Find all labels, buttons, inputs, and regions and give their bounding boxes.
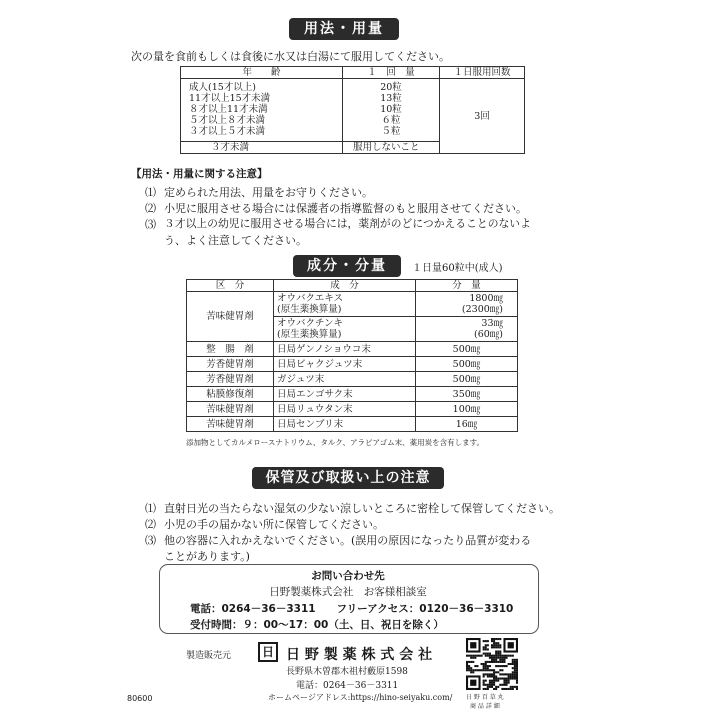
storage-item-1: 直射日光の当たらない湿気の少ない涼しいところに密栓して保管してください。 xyxy=(164,502,560,515)
dosage-age: 11才以上15才未満 xyxy=(189,93,271,104)
ing-header-amount: 分 量 xyxy=(416,280,518,292)
maker-tel: 電話：0264－36－3311 xyxy=(296,681,399,691)
qr-code-graphic xyxy=(466,638,518,690)
usage-note-2: 小児に服用させる場合には保護者の指導監督のもと服用させてください。 xyxy=(164,202,527,215)
qr-caption-1: 日 野 百 草 丸 xyxy=(466,694,504,701)
ing-amount-sub: (2300㎎) xyxy=(461,304,503,315)
qr-caption-2: 商 品 詳 細 xyxy=(470,703,500,710)
ing-amount: 350㎎ xyxy=(416,387,518,402)
ing-amount: 16㎎ xyxy=(416,417,518,432)
storage-item-1-num: ⑴ xyxy=(145,502,156,515)
ing-category: 整 腸 剤 xyxy=(187,342,274,357)
ing-amount-sub: (60㎎) xyxy=(473,329,503,340)
dosage-header-age: 年 齢 xyxy=(181,67,343,79)
ing-category: 苦味健胃剤 xyxy=(187,402,274,417)
ing-amount-main: 1800㎎ xyxy=(469,293,503,304)
dosage-age: ３才以上５才未満 xyxy=(189,126,266,137)
ing-category: 芳香健胃剤 xyxy=(187,372,274,387)
dosage-header-dose: １ 回 量 xyxy=(343,67,440,79)
usage-note-3: ３才以上の幼児に服用させる場合には，薬剤がのどにつかえることのないよ xyxy=(164,217,531,230)
dosage-amount: 13粒 xyxy=(380,93,402,104)
product-code: 80600 xyxy=(127,694,153,703)
usage-note-2-num: ⑵ xyxy=(145,202,156,215)
contact-hours: 受付時間：９：00～17：00（土、日、祝日を除く） xyxy=(190,619,444,631)
maker-name: 日 野 製 薬 株 式 会 社 xyxy=(286,647,433,663)
dosage-amount: ６粒 xyxy=(381,115,401,126)
ingredients-header: 成分・分量 xyxy=(293,255,401,277)
ing-amount: 500㎎ xyxy=(416,342,518,357)
contact-tel: 電話：0264－36－3311 フリーアクセス：0120－36－3310 xyxy=(190,603,514,615)
usage-header: 用法・用量 xyxy=(289,18,399,40)
dosage-amount: ５粒 xyxy=(381,126,401,137)
ingredients-table xyxy=(186,279,518,432)
ing-amount xyxy=(416,317,518,342)
usage-notes-title: 【用法・用量に関する注意】 xyxy=(131,168,268,180)
maker-homepage: ホームページアドレス:https://hino-seiyaku.com/ xyxy=(268,693,453,702)
ing-amount xyxy=(416,292,518,317)
ing-name: 日局センブリ末 xyxy=(274,417,416,432)
ing-header-category: 区 分 xyxy=(187,280,274,292)
ing-group-category: 苦味健胃剤 xyxy=(187,292,274,342)
storage-item-3: 他の容器に入れかえないでください。(誤用の原因になったり品質が変わる xyxy=(164,534,532,547)
dosage-header-times: １日服用回数 xyxy=(440,67,525,79)
usage-note-3-cont: う、よく注意してください。 xyxy=(164,234,307,247)
dosage-age: ８才以上11才未満 xyxy=(189,104,268,115)
dosage-times: 3回 xyxy=(440,79,525,154)
ing-name: 日局エンゴサク末 xyxy=(274,387,416,402)
ing-category: 苦味健胃剤 xyxy=(187,417,274,432)
dosage-amounts xyxy=(343,79,440,142)
usage-note-1: 定められた用法、用量をお守りください。 xyxy=(164,186,373,199)
storage-item-2-num: ⑵ xyxy=(145,518,156,531)
dosage-under3-note: 服用しないこと xyxy=(343,142,440,154)
ing-name xyxy=(274,317,416,342)
ing-name-sub: (原生薬換算量) xyxy=(277,304,342,315)
ing-category: 粘膜修復剤 xyxy=(187,387,274,402)
ingredients-note: １日量60粒中(成人) xyxy=(412,263,503,274)
ingredients-additives: 添加物としてカルメロースナトリウム、タルク、アラビアゴム末、薬用炭を含有します。 xyxy=(186,438,484,447)
ing-amount: 500㎎ xyxy=(416,372,518,387)
ing-name xyxy=(274,292,416,317)
dosage-age: ５才以上８才未満 xyxy=(189,115,266,126)
maker-logo-icon: 日 xyxy=(258,642,278,662)
dosage-amount: 10粒 xyxy=(380,104,402,115)
ing-amount-main: 33㎎ xyxy=(481,318,503,329)
ing-name-sub: (原生薬換算量) xyxy=(277,329,342,340)
storage-item-3-cont: ことがあります。) xyxy=(164,550,250,563)
ing-header-name: 成 分 xyxy=(274,280,416,292)
dosage-amount: 20粒 xyxy=(380,82,402,93)
ing-name: 日局ビャクジュツ末 xyxy=(274,357,416,372)
maker-address: 長野県木曽郡木祖村藪原1598 xyxy=(286,667,408,677)
ing-amount: 100㎎ xyxy=(416,402,518,417)
dosage-age: 成人(15才以上) xyxy=(189,82,257,93)
ing-name-main: オウバクエキス xyxy=(277,293,344,304)
dosage-under3-age: ３才未満 xyxy=(181,142,343,154)
qr-code-icon[interactable] xyxy=(466,638,518,690)
ing-name: ガジュツ末 xyxy=(274,372,416,387)
contact-company: 日野製薬株式会社 お客様相談室 xyxy=(269,586,427,598)
usage-intro: 次の量を食前もしくは食後に水又は白湯にて服用してください。 xyxy=(131,50,450,63)
maker-label: 製造販売元 xyxy=(186,651,232,661)
contact-title: お問い合わせ先 xyxy=(311,570,385,582)
dosage-ages xyxy=(181,79,343,142)
dosage-table xyxy=(180,66,525,154)
usage-note-3-num: ⑶ xyxy=(145,218,156,231)
ing-category: 芳香健胃剤 xyxy=(187,357,274,372)
storage-item-2: 小児の手の届かない所に保管してください。 xyxy=(164,518,384,531)
storage-header: 保管及び取扱い上の注意 xyxy=(252,467,444,489)
ing-name-main: オウバクチンキ xyxy=(277,318,344,329)
ing-amount: 500㎎ xyxy=(416,357,518,372)
ing-name: 日局ゲンノショウコ末 xyxy=(274,342,416,357)
usage-note-1-num: ⑴ xyxy=(145,186,156,199)
storage-item-3-num: ⑶ xyxy=(145,534,156,547)
ing-name: 日局リュウタン末 xyxy=(274,402,416,417)
